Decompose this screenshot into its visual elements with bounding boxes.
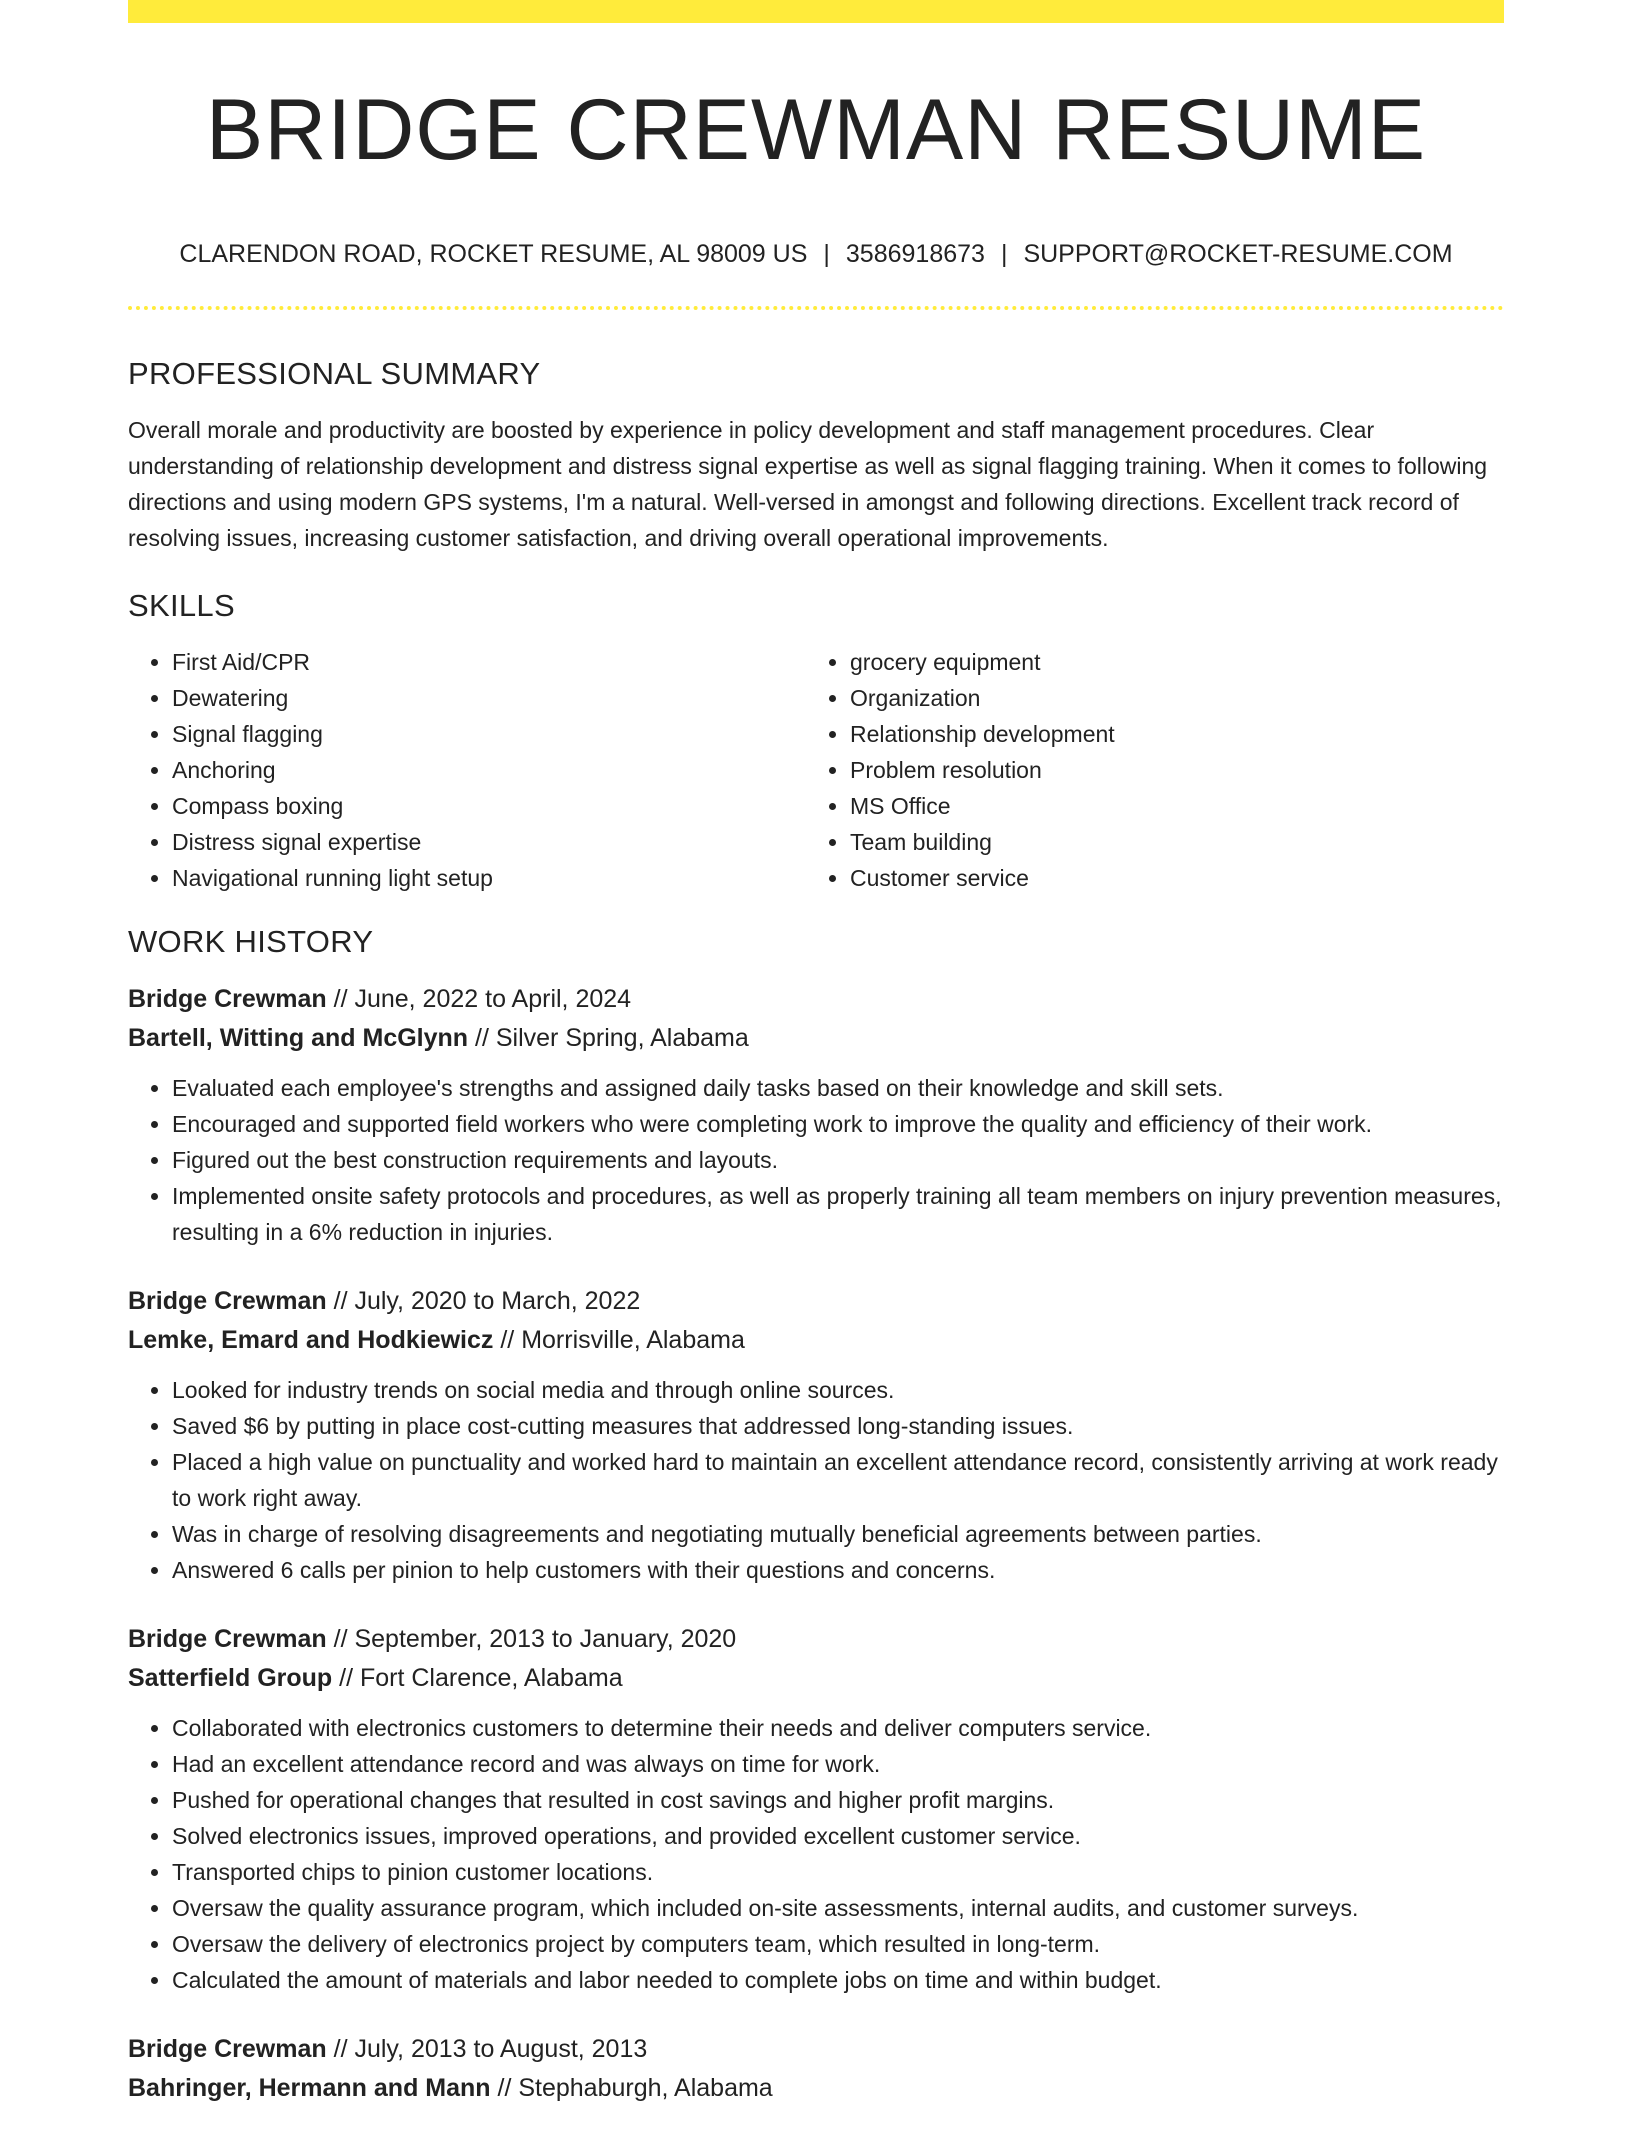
job-company: Bartell, Witting and McGlynn xyxy=(128,1024,469,1052)
job-company-line xyxy=(128,1659,1504,1698)
job-bullet: • Placed a high value on punctuality and worked hard to maintain an excellent attendance record, consistently arriving at work ready to work right away. xyxy=(172,1444,1504,1516)
section-heading-skills: SKILLS xyxy=(128,588,235,623)
skill-item: • First Aid/CPR xyxy=(172,644,806,680)
job-bullet: • Looked for industry trends on social media and through online sources. xyxy=(172,1372,1504,1408)
skill-item: • Compass boxing xyxy=(172,788,806,824)
skill-item: • Relationship development xyxy=(850,716,1484,752)
job-title-line xyxy=(128,2030,1504,2069)
job-company-line xyxy=(128,1019,1504,1058)
job-bullet: • Implemented onsite safety protocols and procedures, as well as properly training all team members on injury prevention measures, resulting in a 6% reduction in injuries. xyxy=(172,1178,1504,1250)
job-title: Bridge Crewman xyxy=(128,985,327,1013)
contact-separator: | xyxy=(823,240,830,268)
job-bullet: • Was in charge of resolving disagreements and negotiating mutually beneficial agreements between parties. xyxy=(172,1516,1504,1552)
skill-item: • Anchoring xyxy=(172,752,806,788)
job-title-line xyxy=(128,1282,1504,1321)
contact-line xyxy=(128,236,1504,272)
job-company: Lemke, Emard and Hodkiewicz xyxy=(128,1326,494,1354)
top-accent-bar xyxy=(128,0,1504,23)
job-title: Bridge Crewman xyxy=(128,2035,327,2063)
skill-item: • MS Office xyxy=(850,788,1484,824)
contact-phone: 3586918673 xyxy=(845,240,985,268)
skills-list xyxy=(128,644,1504,896)
skill-item: • Problem resolution xyxy=(850,752,1484,788)
job-entry xyxy=(128,1282,1504,1588)
job-bullet: • Had an excellent attendance record and was always on time for work. xyxy=(172,1746,1504,1782)
contact-address: CLARENDON ROAD, ROCKET RESUME, AL 98009 US xyxy=(179,240,808,268)
resume-page xyxy=(128,0,1504,2112)
skill-item: • Dewatering xyxy=(172,680,806,716)
job-bullet: • Figured out the best construction requirements and layouts. xyxy=(172,1142,1504,1178)
job-bullet: • Calculated the amount of materials and labor needed to complete jobs on time and within budget. xyxy=(172,1962,1504,1998)
job-title-line xyxy=(128,980,1504,1019)
job-title: Bridge Crewman xyxy=(128,1287,327,1315)
job-location: // Stephaburgh, Alabama xyxy=(490,2074,773,2102)
job-dates: // June, 2022 to April, 2024 xyxy=(326,985,632,1013)
job-bullet: • Transported chips to pinion customer locations. xyxy=(172,1854,1504,1890)
job-dates: // September, 2013 to January, 2020 xyxy=(326,1625,737,1653)
skill-item: • Signal flagging xyxy=(172,716,806,752)
header-divider xyxy=(128,306,1504,310)
job-title: Bridge Crewman xyxy=(128,1625,327,1653)
skills-column-right xyxy=(806,644,1484,896)
skill-item: • Customer service xyxy=(850,860,1484,896)
job-bullet: • Encouraged and supported field workers who were completing work to improve the quality and efficiency of their work. xyxy=(172,1106,1504,1142)
job-dates: // July, 2013 to August, 2013 xyxy=(326,2035,648,2063)
job-entry xyxy=(128,1620,1504,1998)
job-company-line xyxy=(128,1321,1504,1360)
job-entry xyxy=(128,980,1504,1250)
section-heading-work-history: WORK HISTORY xyxy=(128,924,374,959)
contact-email: SUPPORT@ROCKET-RESUME.COM xyxy=(1023,240,1453,268)
job-bullets xyxy=(128,1710,1504,1998)
skills-column-left xyxy=(128,644,806,896)
skill-item: • grocery equipment xyxy=(850,644,1484,680)
job-bullet: • Saved $6 by putting in place cost-cutting measures that addressed long-standing issues. xyxy=(172,1408,1504,1444)
job-company: Satterfield Group xyxy=(128,1664,333,1692)
resume-title: BRIDGE CREWMAN RESUME xyxy=(205,82,1427,178)
job-bullet: • Evaluated each employee's strengths and assigned daily tasks based on their knowledge and skill sets. xyxy=(172,1070,1504,1106)
contact-separator: | xyxy=(1000,240,1008,268)
skill-item: • Team building xyxy=(850,824,1484,860)
job-entry xyxy=(128,2030,1504,2108)
job-location: // Morrisville, Alabama xyxy=(493,1326,745,1354)
job-bullet: • Oversaw the delivery of electronics project by computers team, which resulted in long-term. xyxy=(172,1926,1504,1962)
job-bullets xyxy=(128,1372,1504,1588)
resume-content xyxy=(128,354,1504,2140)
job-location: // Silver Spring, Alabama xyxy=(468,1024,749,1052)
job-company: Bahringer, Hermann and Mann xyxy=(128,2074,491,2102)
job-bullet: • Solved electronics issues, improved operations, and provided excellent customer service. xyxy=(172,1818,1504,1854)
summary-text: Overall morale and productivity are boosted by experience in policy development and staff management procedures. Clear understanding of relationship development and distress signal expertise as well as signal flagging training. When it comes to following directions and using modern GPS systems, I'm a natural. Well-versed in amongst and following directions. Excellent track record of resolving issues, increasing customer satisfaction, and driving overall operational improvements. xyxy=(128,417,1488,551)
job-bullet: • Pushed for operational changes that resulted in cost savings and higher profit margins. xyxy=(172,1782,1504,1818)
job-bullet: • Collaborated with electronics customers to determine their needs and deliver computers service. xyxy=(172,1710,1504,1746)
job-bullet: • Oversaw the quality assurance program, which included on-site assessments, internal audits, and customer surveys. xyxy=(172,1890,1504,1926)
job-company-line xyxy=(128,2069,1504,2108)
job-title-line xyxy=(128,1620,1504,1659)
job-dates: // July, 2020 to March, 2022 xyxy=(326,1287,641,1315)
skill-item: • Organization xyxy=(850,680,1484,716)
skill-item: • Navigational running light setup xyxy=(172,860,806,896)
skill-item: • Distress signal expertise xyxy=(172,824,806,860)
job-bullet: • Answered 6 calls per pinion to help customers with their questions and concerns. xyxy=(172,1552,1504,1588)
section-heading-summary: PROFESSIONAL SUMMARY xyxy=(128,356,541,391)
job-location: // Fort Clarence, Alabama xyxy=(332,1664,623,1692)
job-bullets xyxy=(128,1070,1504,1250)
